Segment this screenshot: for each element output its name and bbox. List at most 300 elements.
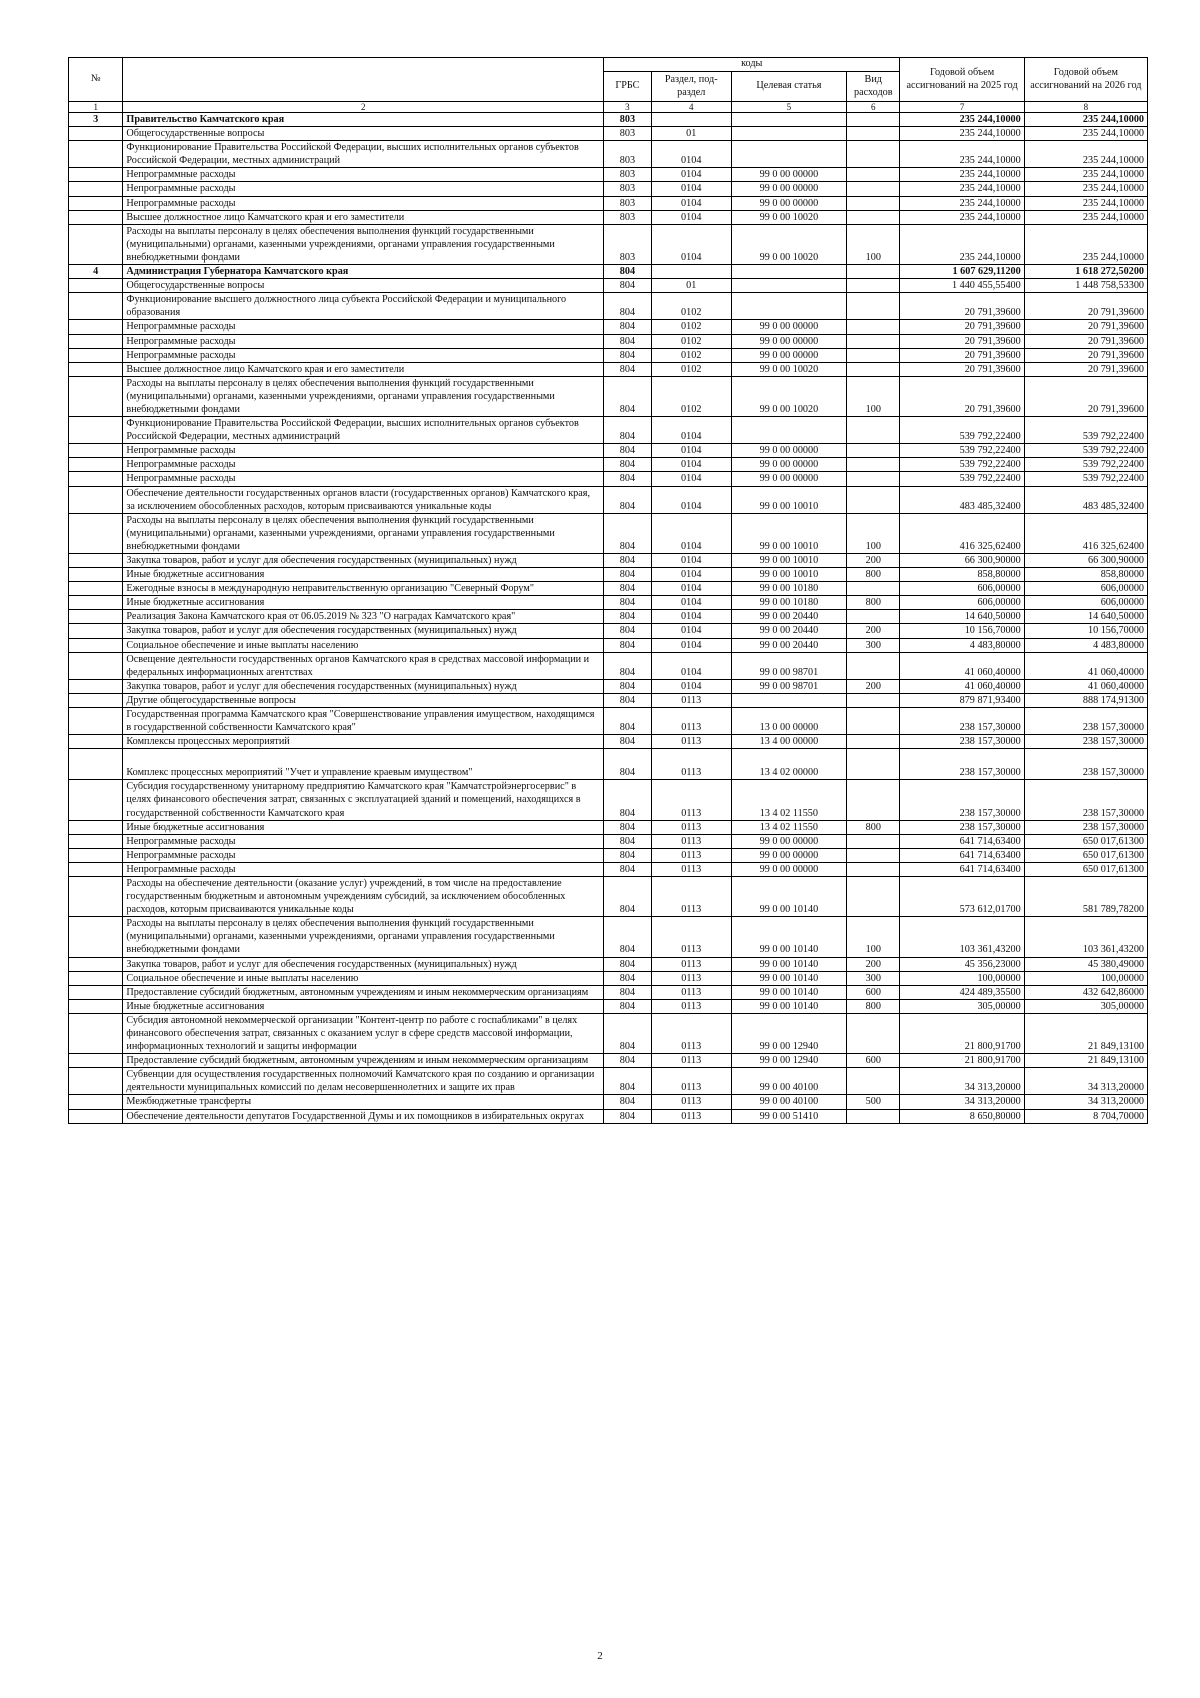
row-razdel: 0113 — [651, 999, 731, 1013]
row-number — [69, 1095, 123, 1109]
row-amount-2026: 20 791,39600 — [1024, 293, 1147, 320]
row-number — [69, 1068, 123, 1095]
table-row — [69, 917, 1148, 957]
row-grbs: 804 — [604, 444, 652, 458]
table-row — [69, 417, 1148, 444]
row-grbs: 803 — [604, 127, 652, 141]
row-grbs: 804 — [604, 568, 652, 582]
row-amount-2025: 539 792,22400 — [900, 472, 1024, 486]
row-tselevaya: 99 0 00 10010 — [731, 568, 846, 582]
row-tselevaya: 99 0 00 12940 — [731, 1013, 846, 1053]
table-row — [69, 652, 1148, 679]
row-tselevaya: 99 0 00 00000 — [731, 182, 846, 196]
row-name: Высшее должностное лицо Камчатского края и его заместители — [123, 362, 604, 376]
row-vid — [847, 735, 900, 749]
row-amount-2025: 573 612,01700 — [900, 876, 1024, 916]
table-row — [69, 862, 1148, 876]
row-grbs: 803 — [604, 196, 652, 210]
row-vid — [847, 749, 900, 780]
row-name: Общегосударственные вопросы — [123, 279, 604, 293]
row-amount-2025: 238 157,30000 — [900, 708, 1024, 735]
row-number — [69, 693, 123, 707]
row-grbs: 804 — [604, 957, 652, 971]
row-number — [69, 957, 123, 971]
row-name: Функционирование Правительства Российской Федерации, высших исполнительных органов субъектов Российской Федерации, местных администраций — [123, 417, 604, 444]
row-name: Непрограммные расходы — [123, 348, 604, 362]
row-amount-2025: 41 060,40000 — [900, 652, 1024, 679]
row-vid: 600 — [847, 985, 900, 999]
row-amount-2026: 858,80000 — [1024, 568, 1147, 582]
row-amount-2026: 4 483,80000 — [1024, 638, 1147, 652]
row-amount-2025: 235 244,10000 — [900, 224, 1024, 264]
header-volume-2026: Годовой объем ассигнований на 2026 год — [1024, 58, 1147, 102]
row-amount-2026: 888 174,91300 — [1024, 693, 1147, 707]
row-number — [69, 624, 123, 638]
row-name: Предоставление субсидий бюджетным, автономным учреждениям и иным некоммерческим организациям — [123, 985, 604, 999]
row-razdel: 0113 — [651, 708, 731, 735]
row-name: Освещение деятельности государственных органов Камчатского края в средствах массовой информации и федеральных информационных агентствах — [123, 652, 604, 679]
row-grbs: 804 — [604, 862, 652, 876]
row-grbs: 804 — [604, 362, 652, 376]
row-name: Межбюджетные трансферты — [123, 1095, 604, 1109]
row-amount-2025: 41 060,40000 — [900, 679, 1024, 693]
row-vid: 200 — [847, 679, 900, 693]
row-name: Субсидия автономной некоммерческой организации "Контент-центр по работе с госпабликами" в целях финансового обеспечения затрат, связанных с оказанием услуг в сфере средств массовой информации, информационных технологий и защиты информации — [123, 1013, 604, 1053]
row-razdel: 0102 — [651, 376, 731, 416]
row-name: Ежегодные взносы в международную неправительственную организацию "Северный Форум" — [123, 582, 604, 596]
row-number — [69, 1013, 123, 1053]
row-vid — [847, 472, 900, 486]
row-vid: 800 — [847, 568, 900, 582]
row-razdel: 0104 — [651, 624, 731, 638]
row-razdel: 0113 — [651, 749, 731, 780]
row-amount-2025: 21 800,91700 — [900, 1013, 1024, 1053]
row-amount-2025: 103 361,43200 — [900, 917, 1024, 957]
row-razdel: 0104 — [651, 224, 731, 264]
row-tselevaya: 99 0 00 98701 — [731, 679, 846, 693]
row-amount-2026: 34 313,20000 — [1024, 1095, 1147, 1109]
table-row — [69, 1013, 1148, 1053]
table-row — [69, 624, 1148, 638]
row-number — [69, 444, 123, 458]
row-name: Непрограммные расходы — [123, 182, 604, 196]
row-vid — [847, 1109, 900, 1123]
row-tselevaya: 99 0 00 00000 — [731, 458, 846, 472]
row-razdel: 0113 — [651, 1095, 731, 1109]
row-amount-2026: 103 361,43200 — [1024, 917, 1147, 957]
row-tselevaya — [731, 279, 846, 293]
table-row — [69, 444, 1148, 458]
row-vid — [847, 458, 900, 472]
row-grbs: 804 — [604, 693, 652, 707]
row-razdel: 0104 — [651, 472, 731, 486]
row-amount-2025: 235 244,10000 — [900, 196, 1024, 210]
row-vid — [847, 848, 900, 862]
row-amount-2026: 1 618 272,50200 — [1024, 265, 1147, 279]
header-volume-2025: Годовой объем ассигнований на 2025 год — [900, 58, 1024, 102]
table-row — [69, 376, 1148, 416]
row-amount-2025: 34 313,20000 — [900, 1068, 1024, 1095]
row-razdel: 0102 — [651, 348, 731, 362]
row-tselevaya: 99 0 00 40100 — [731, 1095, 846, 1109]
row-vid: 600 — [847, 1054, 900, 1068]
row-amount-2026: 238 157,30000 — [1024, 820, 1147, 834]
row-grbs: 804 — [604, 486, 652, 513]
row-vid: 800 — [847, 820, 900, 834]
row-razdel: 0104 — [651, 513, 731, 553]
row-number — [69, 486, 123, 513]
row-razdel: 0113 — [651, 985, 731, 999]
row-number — [69, 971, 123, 985]
row-amount-2025: 20 791,39600 — [900, 334, 1024, 348]
row-tselevaya: 99 0 00 20440 — [731, 638, 846, 652]
row-name: Иные бюджетные ассигнования — [123, 568, 604, 582]
row-amount-2026: 20 791,39600 — [1024, 334, 1147, 348]
row-number — [69, 141, 123, 168]
row-vid — [847, 1068, 900, 1095]
table-row — [69, 582, 1148, 596]
row-vid — [847, 1013, 900, 1053]
row-razdel — [651, 265, 731, 279]
table-row — [69, 638, 1148, 652]
row-vid: 800 — [847, 596, 900, 610]
column-index: 6 — [847, 102, 900, 113]
row-grbs: 804 — [604, 596, 652, 610]
table-row — [69, 334, 1148, 348]
row-tselevaya: 99 0 00 10020 — [731, 376, 846, 416]
table-row — [69, 362, 1148, 376]
row-amount-2025: 20 791,39600 — [900, 376, 1024, 416]
table-row — [69, 780, 1148, 820]
column-index: 7 — [900, 102, 1024, 113]
table-row — [69, 1068, 1148, 1095]
row-amount-2026: 432 642,86000 — [1024, 985, 1147, 999]
row-razdel: 0113 — [651, 917, 731, 957]
row-grbs: 804 — [604, 624, 652, 638]
row-number — [69, 513, 123, 553]
row-razdel: 0104 — [651, 458, 731, 472]
row-amount-2026: 34 313,20000 — [1024, 1068, 1147, 1095]
row-name: Расходы на выплаты персоналу в целях обеспечения выполнения функций государственными (муниципальными) органами, казенными учреждениями, органами управления государственными внебюджетными фондами — [123, 917, 604, 957]
row-vid: 200 — [847, 957, 900, 971]
row-amount-2025: 235 244,10000 — [900, 113, 1024, 127]
row-name: Непрограммные расходы — [123, 196, 604, 210]
row-amount-2025: 21 800,91700 — [900, 1054, 1024, 1068]
row-amount-2025: 539 792,22400 — [900, 417, 1024, 444]
row-amount-2025: 238 157,30000 — [900, 749, 1024, 780]
row-grbs: 804 — [604, 334, 652, 348]
row-amount-2026: 539 792,22400 — [1024, 444, 1147, 458]
row-vid: 300 — [847, 638, 900, 652]
row-grbs: 803 — [604, 141, 652, 168]
row-razdel: 0102 — [651, 293, 731, 320]
row-number — [69, 279, 123, 293]
row-number — [69, 320, 123, 334]
row-vid — [847, 348, 900, 362]
row-amount-2026: 66 300,90000 — [1024, 554, 1147, 568]
row-name: Администрация Губернатора Камчатского края — [123, 265, 604, 279]
row-amount-2025: 235 244,10000 — [900, 182, 1024, 196]
row-amount-2025: 235 244,10000 — [900, 141, 1024, 168]
row-grbs: 803 — [604, 168, 652, 182]
row-amount-2026: 14 640,50000 — [1024, 610, 1147, 624]
row-razdel: 0104 — [651, 417, 731, 444]
row-amount-2026: 21 849,13100 — [1024, 1013, 1147, 1053]
row-amount-2026: 581 789,78200 — [1024, 876, 1147, 916]
column-index-row — [69, 102, 1148, 113]
row-grbs: 804 — [604, 876, 652, 916]
table-row — [69, 1109, 1148, 1123]
table-row — [69, 113, 1148, 127]
row-amount-2026: 238 157,30000 — [1024, 749, 1147, 780]
row-name: Непрограммные расходы — [123, 834, 604, 848]
row-amount-2025: 238 157,30000 — [900, 735, 1024, 749]
row-name: Непрограммные расходы — [123, 444, 604, 458]
row-number — [69, 679, 123, 693]
row-name: Комплексы процессных мероприятий — [123, 735, 604, 749]
column-index: 1 — [69, 102, 123, 113]
row-grbs: 804 — [604, 417, 652, 444]
row-razdel: 0113 — [651, 780, 731, 820]
row-tselevaya: 99 0 00 10020 — [731, 224, 846, 264]
row-number — [69, 182, 123, 196]
table-row — [69, 141, 1148, 168]
header-grbs: ГРБС — [604, 72, 652, 102]
row-razdel: 0104 — [651, 196, 731, 210]
table-row — [69, 848, 1148, 862]
row-amount-2025: 20 791,39600 — [900, 320, 1024, 334]
row-amount-2026: 41 060,40000 — [1024, 652, 1147, 679]
row-number — [69, 834, 123, 848]
row-name: Функционирование высшего должностного лица субъекта Российской Федерации и муниципального образования — [123, 293, 604, 320]
row-razdel: 0113 — [651, 862, 731, 876]
row-amount-2026: 20 791,39600 — [1024, 348, 1147, 362]
row-number — [69, 472, 123, 486]
table-row — [69, 999, 1148, 1013]
table-row — [69, 568, 1148, 582]
row-tselevaya: 99 0 00 12940 — [731, 1054, 846, 1068]
row-tselevaya: 13 4 02 11550 — [731, 820, 846, 834]
row-amount-2026: 235 244,10000 — [1024, 224, 1147, 264]
row-grbs: 804 — [604, 320, 652, 334]
row-vid — [847, 610, 900, 624]
row-vid — [847, 582, 900, 596]
row-number — [69, 210, 123, 224]
row-amount-2025: 10 156,70000 — [900, 624, 1024, 638]
row-tselevaya: 99 0 00 00000 — [731, 472, 846, 486]
table-row — [69, 834, 1148, 848]
row-grbs: 804 — [604, 820, 652, 834]
row-vid: 100 — [847, 917, 900, 957]
row-amount-2026: 238 157,30000 — [1024, 735, 1147, 749]
row-grbs: 804 — [604, 458, 652, 472]
row-grbs: 804 — [604, 554, 652, 568]
header-codes: коды — [604, 58, 900, 72]
row-vid — [847, 279, 900, 293]
row-number — [69, 362, 123, 376]
row-grbs: 804 — [604, 1013, 652, 1053]
row-razdel: 0104 — [651, 210, 731, 224]
row-number — [69, 1109, 123, 1123]
row-vid — [847, 708, 900, 735]
row-amount-2025: 539 792,22400 — [900, 458, 1024, 472]
row-amount-2026: 650 017,61300 — [1024, 848, 1147, 862]
row-grbs: 804 — [604, 985, 652, 999]
row-number — [69, 820, 123, 834]
row-tselevaya: 99 0 00 10020 — [731, 210, 846, 224]
row-number — [69, 1054, 123, 1068]
row-amount-2025: 20 791,39600 — [900, 348, 1024, 362]
row-tselevaya: 99 0 00 10140 — [731, 999, 846, 1013]
row-vid: 200 — [847, 624, 900, 638]
row-tselevaya: 99 0 00 00000 — [731, 848, 846, 862]
row-amount-2026: 235 244,10000 — [1024, 182, 1147, 196]
row-name: Непрограммные расходы — [123, 862, 604, 876]
row-tselevaya: 99 0 00 00000 — [731, 168, 846, 182]
row-name: Субсидия государственному унитарному предприятию Камчатского края "Камчатстройэнергосервис" в целях финансового обеспечения затрат, связанных с эксплуатацией зданий и помещений, находящихся в государственной собственности Камчатского края — [123, 780, 604, 820]
table-row — [69, 1054, 1148, 1068]
row-grbs: 803 — [604, 113, 652, 127]
row-tselevaya: 99 0 00 10140 — [731, 957, 846, 971]
row-tselevaya — [731, 141, 846, 168]
row-amount-2025: 4 483,80000 — [900, 638, 1024, 652]
row-amount-2025: 235 244,10000 — [900, 210, 1024, 224]
table-row — [69, 472, 1148, 486]
row-grbs: 804 — [604, 610, 652, 624]
table-row — [69, 458, 1148, 472]
row-tselevaya: 99 0 00 10140 — [731, 971, 846, 985]
table-row — [69, 554, 1148, 568]
row-number — [69, 334, 123, 348]
row-amount-2025: 305,00000 — [900, 999, 1024, 1013]
row-razdel: 0104 — [651, 652, 731, 679]
table-row — [69, 693, 1148, 707]
row-tselevaya — [731, 113, 846, 127]
row-tselevaya: 99 0 00 00000 — [731, 334, 846, 348]
row-vid — [847, 127, 900, 141]
row-amount-2025: 238 157,30000 — [900, 780, 1024, 820]
row-name: Расходы на обеспечение деятельности (оказание услуг) учреждений, в том числе на предоставление государственным бюджетным и автономным учреждениям субсидий, за исключением обособленных расходов, которым присваиваются уникальные коды — [123, 876, 604, 916]
row-amount-2026: 235 244,10000 — [1024, 210, 1147, 224]
row-name: Общегосударственные вопросы — [123, 127, 604, 141]
row-grbs: 804 — [604, 582, 652, 596]
row-number — [69, 568, 123, 582]
row-name: Комплекс процессных мероприятий "Учет и управление краевым имуществом" — [123, 749, 604, 780]
row-grbs: 804 — [604, 472, 652, 486]
row-grbs: 804 — [604, 735, 652, 749]
row-number — [69, 610, 123, 624]
row-grbs: 804 — [604, 279, 652, 293]
row-number — [69, 848, 123, 862]
row-number — [69, 985, 123, 999]
row-razdel: 0104 — [651, 582, 731, 596]
row-razdel: 0104 — [651, 444, 731, 458]
row-amount-2025: 8 650,80000 — [900, 1109, 1024, 1123]
row-grbs: 803 — [604, 224, 652, 264]
row-amount-2025: 34 313,20000 — [900, 1095, 1024, 1109]
row-razdel: 0113 — [651, 1109, 731, 1123]
row-amount-2025: 20 791,39600 — [900, 362, 1024, 376]
row-number — [69, 917, 123, 957]
table-row — [69, 610, 1148, 624]
row-name: Реализация Закона Камчатского края от 06.05.2019 № 323 "О наградах Камчатского края" — [123, 610, 604, 624]
column-index: 2 — [123, 102, 604, 113]
row-amount-2025: 641 714,63400 — [900, 848, 1024, 862]
row-name: Иные бюджетные ассигнования — [123, 596, 604, 610]
row-amount-2026: 235 244,10000 — [1024, 127, 1147, 141]
row-name: Другие общегосударственные вопросы — [123, 693, 604, 707]
row-grbs: 804 — [604, 917, 652, 957]
row-amount-2025: 606,00000 — [900, 582, 1024, 596]
row-grbs: 804 — [604, 679, 652, 693]
row-vid — [847, 265, 900, 279]
table-row — [69, 210, 1148, 224]
row-grbs: 804 — [604, 834, 652, 848]
header-num: № — [69, 58, 123, 102]
row-name: Государственная программа Камчатского края "Совершенствование управления имуществом, находящимся в государственной собственности Камчатского края" — [123, 708, 604, 735]
row-number — [69, 554, 123, 568]
table-row — [69, 679, 1148, 693]
row-name: Обеспечение деятельности депутатов Государственной Думы и их помощников в избирательных округах — [123, 1109, 604, 1123]
table-row — [69, 971, 1148, 985]
row-vid — [847, 320, 900, 334]
row-razdel: 0113 — [651, 1054, 731, 1068]
row-tselevaya: 99 0 00 10140 — [731, 876, 846, 916]
row-grbs: 803 — [604, 210, 652, 224]
row-number — [69, 596, 123, 610]
table-row — [69, 1095, 1148, 1109]
row-vid — [847, 876, 900, 916]
row-name: Правительство Камчатского края — [123, 113, 604, 127]
table-row — [69, 224, 1148, 264]
table-row — [69, 168, 1148, 182]
row-name: Непрограммные расходы — [123, 458, 604, 472]
row-amount-2026: 483 485,32400 — [1024, 486, 1147, 513]
row-tselevaya: 99 0 00 98701 — [731, 652, 846, 679]
column-index: 8 — [1024, 102, 1147, 113]
row-amount-2025: 424 489,35500 — [900, 985, 1024, 999]
row-amount-2025: 858,80000 — [900, 568, 1024, 582]
row-razdel: 0102 — [651, 320, 731, 334]
row-grbs: 804 — [604, 999, 652, 1013]
row-tselevaya: 99 0 00 00000 — [731, 834, 846, 848]
row-amount-2026: 539 792,22400 — [1024, 458, 1147, 472]
row-number — [69, 224, 123, 264]
table-row — [69, 876, 1148, 916]
column-index: 5 — [731, 102, 846, 113]
row-amount-2026: 305,00000 — [1024, 999, 1147, 1013]
row-name: Непрограммные расходы — [123, 848, 604, 862]
row-razdel: 0113 — [651, 876, 731, 916]
row-razdel: 0113 — [651, 1013, 731, 1053]
row-amount-2026: 416 325,62400 — [1024, 513, 1147, 553]
row-vid: 500 — [847, 1095, 900, 1109]
row-number — [69, 168, 123, 182]
row-name: Иные бюджетные ассигнования — [123, 820, 604, 834]
row-tselevaya — [731, 693, 846, 707]
row-amount-2026: 235 244,10000 — [1024, 196, 1147, 210]
row-name: Расходы на выплаты персоналу в целях обеспечения выполнения функций государственными (муниципальными) органами, казенными учреждениями, органами управления государственными внебюджетными фондами — [123, 224, 604, 264]
row-tselevaya: 99 0 00 00000 — [731, 444, 846, 458]
row-amount-2025: 606,00000 — [900, 596, 1024, 610]
row-vid — [847, 780, 900, 820]
row-name: Субвенции для осуществления государственных полномочий Камчатского края по созданию и организации деятельности муниципальных комиссий по делам несовершеннолетних и защите их прав — [123, 1068, 604, 1095]
row-name: Закупка товаров, работ и услуг для обеспечения государственных (муниципальных) нужд — [123, 679, 604, 693]
row-razdel: 0113 — [651, 971, 731, 985]
header-tselevaya: Целевая статья — [731, 72, 846, 102]
row-razdel: 0104 — [651, 568, 731, 582]
row-vid — [847, 362, 900, 376]
